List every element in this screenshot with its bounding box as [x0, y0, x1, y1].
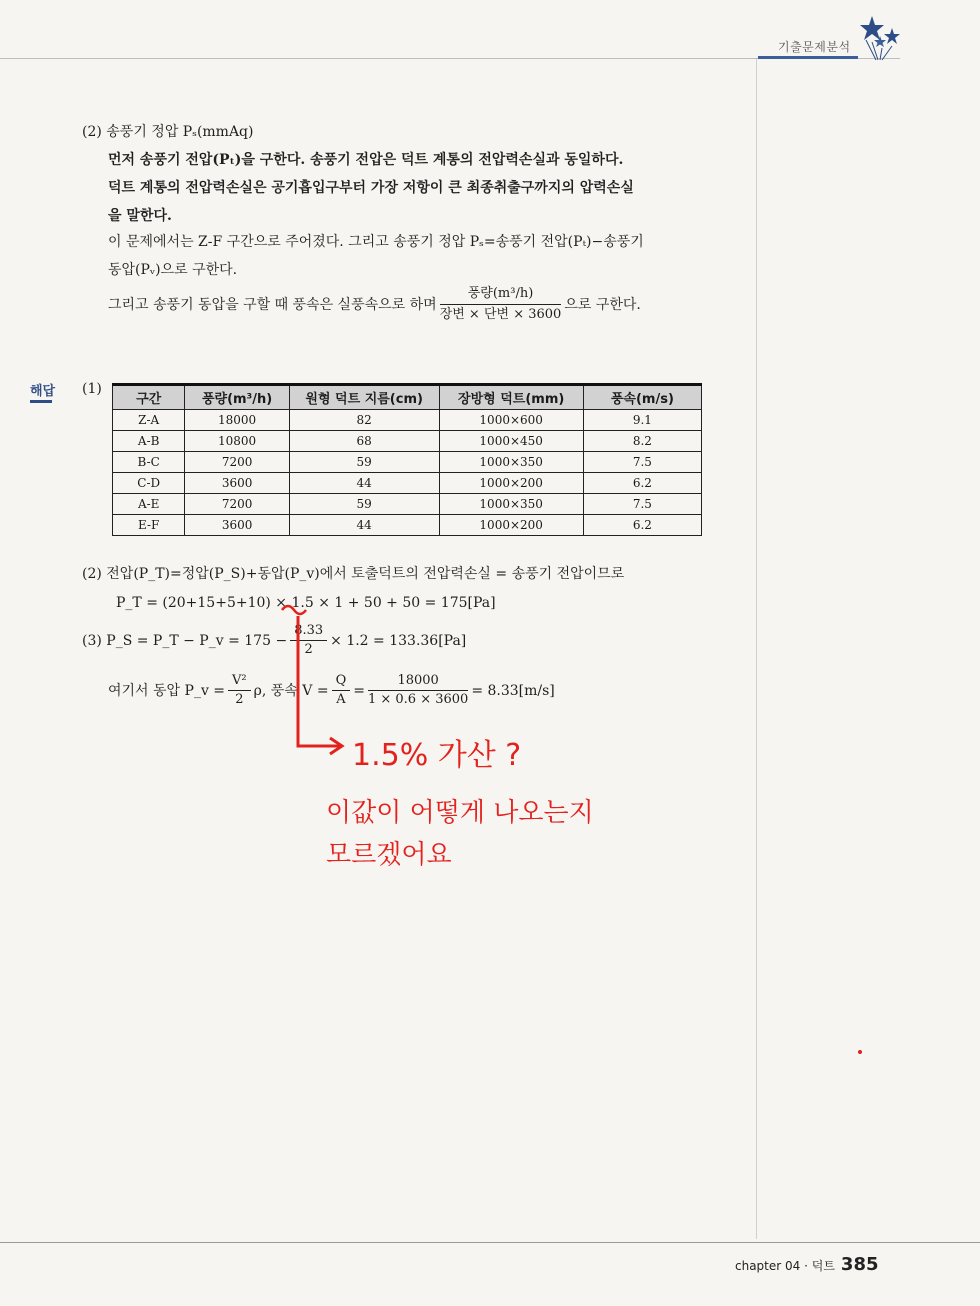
page-number: 385: [840, 1254, 879, 1275]
intro-line-6: [108, 284, 641, 325]
header-accent-bar: [758, 56, 858, 59]
cell-rect: 1000×200: [439, 515, 583, 536]
col-rect-duct: 장방형 덕트(mm): [439, 385, 583, 410]
where-dynamic-label: 여기서 동압 P_v =: [108, 682, 226, 699]
table-row: [113, 410, 702, 431]
equals-sign: =: [353, 682, 365, 699]
cell-velocity: 6.2: [583, 473, 701, 494]
cell-section: E-F: [113, 515, 185, 536]
cell-airflow: 18000: [185, 410, 289, 431]
velocity-fraction: [440, 284, 562, 325]
velocity-calc-fraction: [368, 672, 468, 709]
fraction-denominator: 장변 × 단변 × 3600: [439, 307, 562, 322]
fraction-denominator: 2: [235, 692, 244, 707]
duct-table: [112, 383, 702, 536]
fraction-numerator: V²: [228, 672, 251, 691]
cell-velocity: 7.5: [583, 452, 701, 473]
table-row: [113, 515, 702, 536]
page-footer: [735, 1254, 879, 1275]
cell-velocity: 6.2: [583, 515, 701, 536]
annotation-question: 1.5% 가산 ?: [352, 738, 522, 773]
cell-velocity: 7.5: [583, 494, 701, 515]
annotation-line-3: 모르겠어요: [326, 840, 452, 870]
cell-round: 44: [289, 515, 439, 536]
answer-label: 해답: [30, 384, 56, 399]
table-header-row: [113, 385, 702, 410]
cell-section: B-C: [113, 452, 185, 473]
fraction-numerator: 8.33: [290, 622, 327, 641]
intro-line-3: 을 말한다.: [108, 208, 172, 224]
fraction-numerator: 풍량(m³/h): [440, 284, 562, 305]
fraction-denominator: A: [336, 692, 346, 707]
answer-label-underline: [30, 400, 52, 403]
total-pressure-equation: P_T = (20+15+5+10) × 1.5 × 1 + 50 + 50 = 175[Pa]: [116, 595, 496, 611]
cell-section: Z-A: [113, 410, 185, 431]
cell-rect: 1000×200: [439, 473, 583, 494]
cell-section: C-D: [113, 473, 185, 494]
cell-rect: 1000×350: [439, 494, 583, 515]
fraction-numerator: Q: [332, 672, 351, 691]
intro-line-6-tail: 으로 구한다.: [564, 296, 641, 313]
cell-round: 59: [289, 452, 439, 473]
cell-airflow: 7200: [185, 452, 289, 473]
v-squared-fraction: [228, 672, 251, 709]
cell-airflow: 7200: [185, 494, 289, 515]
answer-part-1: (1): [82, 381, 102, 397]
cell-round: 44: [289, 473, 439, 494]
col-velocity: 풍속(m/s): [583, 385, 701, 410]
red-dot: [858, 1050, 862, 1054]
cell-round: 82: [289, 410, 439, 431]
cell-section: A-E: [113, 494, 185, 515]
velocity-result: = 8.33[m/s]: [471, 682, 555, 699]
table-row: [113, 473, 702, 494]
static-pressure-lhs: (3) P_S = P_T − P_v = 175 −: [82, 632, 288, 649]
fraction-numerator: 18000: [368, 672, 468, 691]
cell-velocity: 9.1: [583, 410, 701, 431]
cell-rect: 1000×350: [439, 452, 583, 473]
table-row: [113, 431, 702, 452]
cell-velocity: 8.2: [583, 431, 701, 452]
margin-rule: [756, 59, 757, 1239]
where-velocity-label: ρ, 풍속 V =: [253, 682, 329, 699]
fraction-denominator: 1 × 0.6 × 3600: [367, 692, 469, 707]
intro-heading: (2) 송풍기 정압 Pₛ(mmAq): [82, 124, 254, 140]
cell-round: 68: [289, 431, 439, 452]
col-section: 구간: [113, 385, 185, 410]
intro-line-2: 덕트 계통의 전압력손실은 공기흡입구부터 가장 저항이 큰 최종취출구까지의 압력손실: [108, 180, 634, 196]
chapter-label: chapter 04 · 덕트: [735, 1259, 835, 1273]
cell-airflow: 3600: [185, 473, 289, 494]
intro-line-6-text: 그리고 송풍기 동압을 구할 때 풍속은 실풍속으로 하며: [108, 296, 437, 313]
cell-rect: 1000×600: [439, 410, 583, 431]
col-airflow: 풍량(m³/h): [185, 385, 289, 410]
answer-part-2: (2) 전압(P_T)=정압(P_S)+동압(P_v)에서 토출덕트의 전압력손실 = 송풍기 전압이므로: [82, 566, 625, 582]
intro-line-4: 이 문제에서는 Z-F 구간으로 주어졌다. 그리고 송풍기 정압 Pₛ=송풍기 전압(Pₜ)−송풍기: [108, 234, 644, 250]
fraction-denominator: 2: [304, 642, 313, 657]
cell-airflow: 3600: [185, 515, 289, 536]
stars-icon: [852, 14, 906, 62]
intro-line-5: 동압(Pᵥ)으로 구한다.: [108, 262, 238, 278]
cell-section: A-B: [113, 431, 185, 452]
footer-rule: [0, 1242, 980, 1243]
cell-round: 59: [289, 494, 439, 515]
section-title: 기출문제분석: [778, 40, 851, 54]
table-row: [113, 494, 702, 515]
table-row: [113, 452, 702, 473]
annotation-line-2: 이값이 어떻게 나오는지: [326, 798, 594, 828]
col-round-duct: 원형 덕트 지름(cm): [289, 385, 439, 410]
cell-airflow: 10800: [185, 431, 289, 452]
intro-line-1: 먼저 송풍기 전압(Pₜ)을 구한다. 송풍기 전압은 덕트 계통의 전압력손실과 동일하다.: [108, 152, 624, 168]
cell-rect: 1000×450: [439, 431, 583, 452]
static-pressure-rhs: × 1.2 = 133.36[Pa]: [330, 632, 467, 649]
